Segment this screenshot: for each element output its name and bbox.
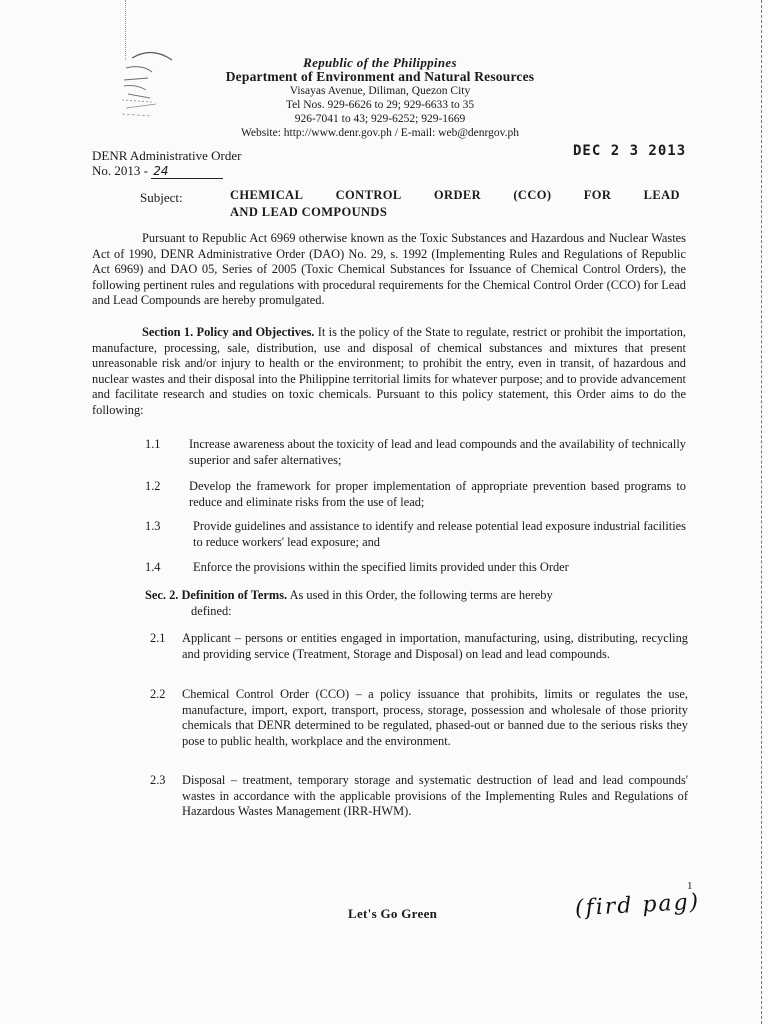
denr-seal-icon: [112, 38, 200, 126]
list-item-number: 1.4: [145, 560, 161, 574]
subject-word: CONTROL: [335, 188, 402, 202]
subject-word: CHEMICAL: [230, 188, 304, 202]
order-label: DENR Administrative Order: [92, 148, 242, 163]
list-item: [145, 479, 686, 511]
definition-item: [150, 631, 688, 679]
subject-word: LEAD: [643, 188, 680, 202]
subject-line1: [230, 187, 680, 204]
page-number: 1: [687, 880, 693, 892]
definition-item: [150, 773, 688, 837]
letterhead: [190, 56, 570, 140]
list-item-text: Provide guidelines and assistance to identify and release potential lead exposure industrial facilities to reduce workers' lead exposure; and: [193, 519, 686, 549]
section1-heading: Section 1. Policy and Objectives.: [142, 325, 315, 339]
definition-item: [150, 687, 688, 767]
list-item-number: 1.2: [145, 479, 161, 493]
list-item: [145, 437, 686, 469]
definition-number: 2.3: [150, 773, 166, 787]
order-number-handwritten: 24: [151, 164, 223, 179]
definition-number: 2.2: [150, 687, 166, 701]
subject-title: [230, 187, 680, 221]
order-number-prefix: No. 2013 -: [92, 163, 148, 178]
section1-paragraph: [92, 325, 686, 419]
list-item-number: 1.3: [145, 519, 161, 533]
definition-number: 2.1: [150, 631, 166, 645]
letterhead-address: Visayas Avenue, Diliman, Quezon City: [289, 85, 471, 97]
section2-body-line1: As used in this Order, the following terms are hereby: [289, 588, 553, 602]
section2-paragraph: [145, 588, 686, 619]
subject-line2: AND LEAD COMPOUNDS: [230, 205, 388, 219]
definition-text: Applicant – persons or entities engaged in importation, manufacturing, using, distributing, recycling and providing service (Treatment, Storage and Disposal) on lead and lead compounds.: [182, 631, 688, 661]
section2-body-line2: defined:: [191, 603, 232, 618]
list-item-text: Enforce the provisions within the specified limits provided under this Order: [193, 560, 569, 574]
list-item: [145, 560, 686, 576]
subject-word: FOR: [583, 188, 612, 202]
letterhead-department: Department of Environment and Natural Resources: [225, 69, 535, 84]
footer-slogan: Let's Go Green: [348, 906, 438, 921]
order-number: [92, 163, 223, 179]
letterhead-republic: Republic of the Philippines: [303, 55, 457, 70]
handwritten-note: (fird pag): [574, 889, 701, 922]
intro-paragraph: Pursuant to Republic Act 6969 otherwise known as the Toxic Substances and Hazardous and Nuclear Wastes Act of 1990, DENR Administrative Order (DAO) No. 29, s. 1992 (Implementing Rules and Regulations of Republic Act 6969) and DAO 05, Series of 2005 (Toxic Chemical Substances for Issuance of Chemical Control Orders), the following pertinent rules and regulations with procedural requirements for the Chemical Control Order (CCO) for Lead and Lead Compounds are hereby promulgated.: [92, 231, 686, 308]
subject-label: Subject:: [140, 190, 183, 205]
definition-text: Disposal – treatment, temporary storage and systematic destruction of lead and lead compounds' wastes in accordance with the applicable provisions of the Implementing Rules and Regulations of Hazardous Wastes Management (IRR-HWM).: [182, 773, 688, 819]
list-item-text: Increase awareness about the toxicity of lead and lead compounds and the availability of technically superior and safer alternatives;: [189, 437, 686, 467]
list-item-number: 1.1: [145, 437, 161, 451]
definition-text: Chemical Control Order (CCO) – a policy issuance that prohibits, limits or regulates the use, manufacture, import, export, transport, process, storage, possession and wholesale of those priority chemicals that DENR determined to be regulated, phased-out or banned due to the serious risks they pose to public health, workplace and the environment.: [182, 687, 688, 748]
letterhead-website: Website: http://www.denr.gov.ph / E-mail: web@denrgov.ph: [240, 127, 520, 139]
list-item-text: Develop the framework for proper implementation of appropriate prevention based programs to reduce and eliminate risks from the use of lead;: [189, 479, 686, 509]
letterhead-tel2: 926-7041 to 43; 929-6252; 929-1669: [294, 113, 466, 125]
section1-body: It is the policy of the State to regulate, restrict or prohibit the importation, manufacture, processing, sale, distribution, use and disposal of chemical substances and mixtures that present unreasonable risk and/or injury to health or the environment; to prohibit the entry, even in transit, of hazardous and nuclear wastes and their disposal into the Philippine territorial limits for whatever purpose; and to provide advancement and facilitate research and studies on toxic chemicals. Pursuant to this policy statement, this Order aims to do the following:: [92, 325, 686, 417]
subject-word: (CCO): [513, 188, 552, 202]
subject-word: ORDER: [433, 188, 482, 202]
scan-edge-mark: [758, 0, 762, 1024]
letterhead-tel1: Tel Nos. 929-6626 to 29; 929-6633 to 35: [285, 99, 475, 111]
section2-heading: Sec. 2. Definition of Terms.: [145, 588, 288, 602]
order-date-stamp: DEC 2 3 2013: [573, 143, 687, 159]
list-item: [145, 519, 686, 551]
